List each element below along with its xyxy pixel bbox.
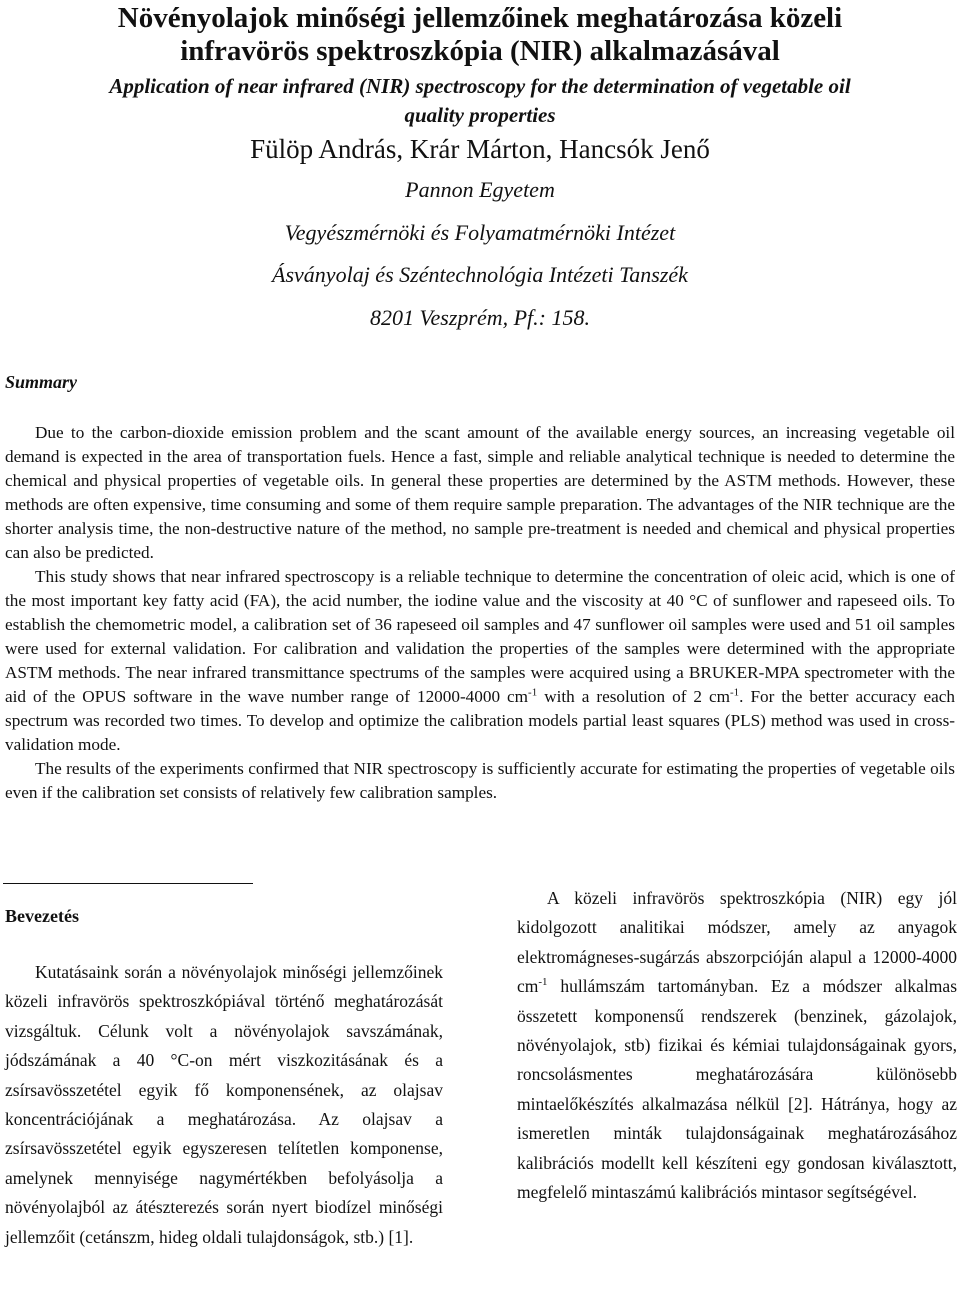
abstract-p2-text-b: with a resolution of 2 cm [537,687,730,706]
superscript-minus-one: -1 [528,686,538,699]
summary-heading: Summary [5,372,78,392]
english-title [0,72,960,130]
intro-right-paragraph [517,884,957,1207]
author-list: Fülöp András, Krár Márton, Hancsók Jenő [250,134,710,164]
section-divider [3,883,253,884]
abstract-p2-text-c: . For the better accuracy each spectrum was recorded two times. To develop and optimize the calibration models partial least squares (PLS) method was used in cross-validation mode. [5,687,955,754]
intro-right-column [517,884,957,1207]
abstract [5,421,955,805]
superscript-minus-one: -1 [538,976,548,989]
intro-left-paragraph: Kutatásaink során a növényolajok minőségi jellemzőinek közeli infravörös spektroszkópiával történő meghatározását vizsgáltuk. Célunk volt a növényolajok savszámának, jódszámának a 40 °C-on mért viszkozitásának és a zsírsavösszetétel egyik fő komponensének, az olajsav koncentrációjának a meghatározása. Az olajsav a zsírsavösszetétel egyik egyszeresen telítetlen komponense, amelynek mennyisége nagymértékben befolyásolja a növényolajból az átészterezés során nyert biodízel minőségi jellemzőit (cetánszm, hideg oldali tulajdonságok, stb.) [1]. [5,962,443,1247]
intro-right-text-b: hullámszám tartományban. Ez a módszer alkalmas összetett komponensű rendszerek (benzinek, gázolajok, növényolajok, stb) fizikai és kémiai tulajdonságainak gyors, roncsolásmentes meghatározására különösebb mintaelőkészítés alkalmazása nélkül [2]. Hátránya, hogy az ismeretlen minták tulajdonságainak meghatározásához kalibrációs modellt kell készíteni egy gondosan kiválasztott, megfelelő mintaszámú kalibrációs mintasor segítségével. [517,976,957,1203]
english-title-line-1: Application of near infrared (NIR) spectroscopy for the determination of vegetable oil [109,74,851,98]
affiliation-institute: Vegyészmérnöki és Folyamatmérnöki Intézet [284,220,676,245]
section-heading-introduction: Bevezetés [5,906,79,926]
superscript-minus-one: -1 [730,686,740,699]
affiliation-university: Pannon Egyetem [405,177,555,202]
abstract-paragraph-3: The results of the experiments confirmed that NIR spectroscopy is sufficiently accurate for estimating the properties of vegetable oils even if the calibration set consists of relatively few calibration samples. [5,759,955,802]
intro-left-column [5,958,443,1252]
title-line-1: Növényolajok minőségi jellemzőinek meghatározása közeli [117,2,843,34]
affiliation-department: Ásványolaj és Széntechnológia Intézeti Tanszék [272,262,688,287]
abstract-paragraph-1: Due to the carbon-dioxide emission problem and the scant amount of the available energy sources, an increasing vegetable oil demand is expected in the area of transportation fuels. Hence a fast, simple and reliable analytical technique is needed to determine the chemical and physical properties of vegetable oils. In general these properties are determined by the ASTM methods. However, these methods are often expensive, time consuming and some of them require sample preparation. The advantages of the NIR technique are the shorter analysis time, the non-destructive nature of the method, no sample pre-treatment is needed and chemical and physical properties can also be predicted. [5,423,955,562]
english-title-line-2: quality properties [404,103,556,127]
paper-title [0,2,960,68]
abstract-p2-text-a: This study shows that near infrared spectroscopy is a reliable technique to determine the concentration of oleic acid, which is one of the most important key fatty acid (FA), the acid number, the iodine value and the viscosity at 40 °C of sunflower and rapeseed oils. To establish the chemometric model, a calibration set of 36 rapeseed oil samples and 47 sunflower oil samples were used and 51 oil samples were used for external validation. For calibration and validation the properties of the samples were determined with the appropriate ASTM methods. The near infrared transmittance spectrums of the samples were acquired using a BRUKER-MPA spectrometer with the aid of the OPUS software in the wave number range of 12000-4000 cm [5,567,955,706]
title-line-2: infravörös spektroszkópia (NIR) alkalmazásával [180,35,780,67]
affiliation-address: 8201 Veszprém, Pf.: 158. [370,305,590,330]
abstract-paragraph-2 [5,565,955,757]
intro-right-text-a: A közeli infravörös spektroszkópia (NIR) egy jól kidolgozott analitikai módszer, amely az anyagok elektromágneses-sugárzás abszorpcióján alapul a 12000-4000 cm [517,888,957,997]
